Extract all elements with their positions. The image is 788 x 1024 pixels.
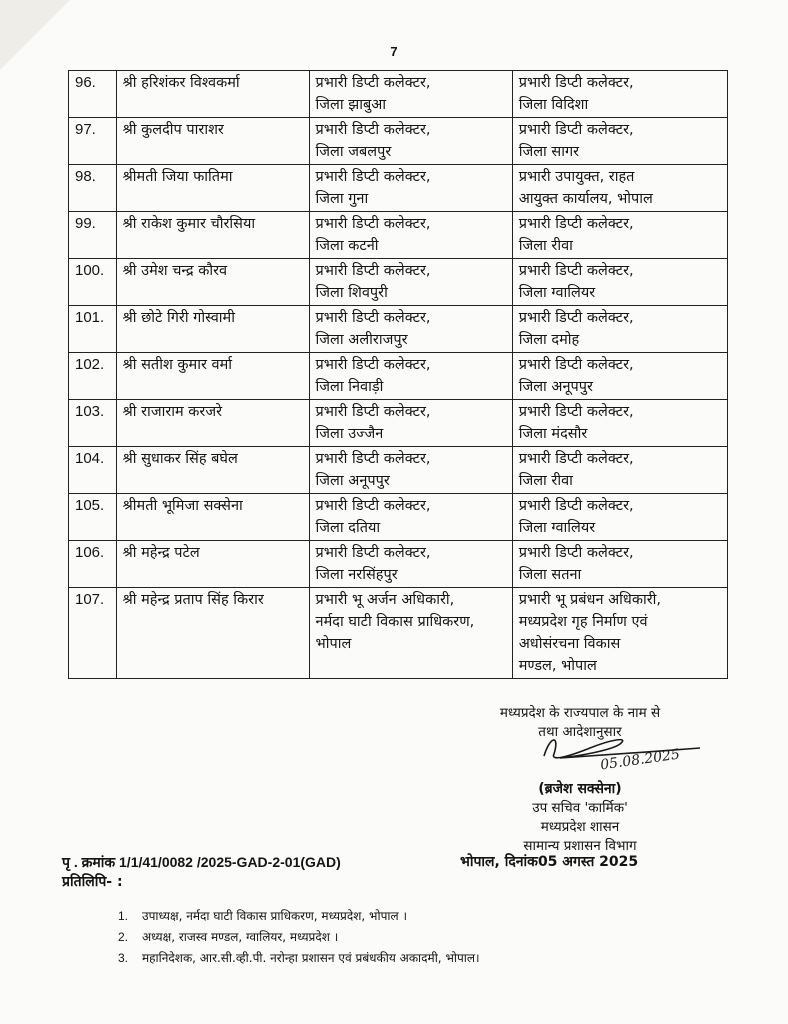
current-posting-line: प्रभारी डिप्टी कलेक्टर, xyxy=(315,498,431,514)
serial-number-cell: 96. xyxy=(69,71,117,118)
officer-name-cell: श्री महेन्द्र प्रताप सिंह किरार xyxy=(116,588,309,679)
serial-number-cell: 105. xyxy=(69,494,117,541)
new-posting-line: प्रभारी डिप्टी कलेक्टर, xyxy=(518,263,634,279)
signer-designation: उप सचिव 'कार्मिक' xyxy=(532,800,628,816)
new-posting-line: जिला ग्वालियर xyxy=(518,285,596,301)
reference-place-date: भोपाल, दिनांक05 अगस्त 2025 xyxy=(460,854,639,870)
current-posting-line: प्रभारी डिप्टी कलेक्टर, xyxy=(315,310,431,326)
serial-number-cell: 106. xyxy=(69,541,117,588)
new-posting-line: जिला सागर xyxy=(518,144,580,160)
signer-department: सामान्य प्रशासन विभाग xyxy=(523,838,637,854)
current-posting-line: प्रभारी डिप्टी कलेक्टर, xyxy=(315,169,431,185)
new-posting-cell xyxy=(512,494,727,541)
table-row xyxy=(69,447,728,494)
new-posting-cell xyxy=(512,306,727,353)
new-posting-line: प्रभारी डिप्टी कलेक्टर, xyxy=(518,357,634,373)
copy-to-item-number: 3. xyxy=(118,951,129,965)
table-row xyxy=(69,118,728,165)
copy-to-item xyxy=(118,906,480,927)
table-row xyxy=(69,212,728,259)
serial-number-cell: 99. xyxy=(69,212,117,259)
new-posting-cell xyxy=(512,541,727,588)
serial-number-cell: 101. xyxy=(69,306,117,353)
current-posting-cell xyxy=(309,212,512,259)
page-number: 7 xyxy=(390,44,398,59)
table-row xyxy=(69,353,728,400)
new-posting-cell xyxy=(512,588,727,679)
table-row xyxy=(69,71,728,118)
new-posting-line: जिला विदिशा xyxy=(518,97,589,113)
current-posting-cell xyxy=(309,118,512,165)
new-posting-line: जिला रीवा xyxy=(518,238,573,254)
table-row xyxy=(69,588,728,679)
new-posting-line: प्रभारी डिप्टी कलेक्टर, xyxy=(518,545,634,561)
new-posting-line: जिला ग्वालियर xyxy=(518,520,596,536)
new-posting-line: जिला सतना xyxy=(518,567,582,583)
table-row xyxy=(69,400,728,447)
copy-to-item-text: उपाध्यक्ष, नर्मदा घाटी विकास प्राधिकरण, मध्यप्रदेश, भोपाल । xyxy=(142,909,407,923)
officer-name-cell: श्रीमती भूमिजा सक्सेना xyxy=(116,494,309,541)
officer-name-cell: श्री छोटे गिरी गोस्वामी xyxy=(116,306,309,353)
current-posting-line: प्रभारी डिप्टी कलेक्टर, xyxy=(315,75,431,91)
current-posting-line: प्रभारी डिप्टी कलेक्टर, xyxy=(315,357,431,373)
current-posting-cell xyxy=(309,71,512,118)
current-posting-line: जिला शिवपुरी xyxy=(315,285,388,301)
new-posting-line: प्रभारी डिप्टी कलेक्टर, xyxy=(518,310,634,326)
new-posting-line: जिला रीवा xyxy=(518,473,573,489)
copy-to-label: प्रतिलिपि- : xyxy=(62,874,123,890)
current-posting-line: जिला गुना xyxy=(315,191,369,207)
new-posting-cell xyxy=(512,447,727,494)
new-posting-cell xyxy=(512,165,727,212)
copy-to-item xyxy=(118,927,480,948)
current-posting-line: नर्मदा घाटी विकास प्राधिकरण, xyxy=(315,614,475,630)
new-posting-line: जिला दमोह xyxy=(518,332,580,348)
current-posting-cell xyxy=(309,588,512,679)
signer-government: मध्यप्रदेश शासन xyxy=(540,819,620,835)
current-posting-cell xyxy=(309,353,512,400)
signer-name: (ब्रजेश सक्सेना) xyxy=(538,781,622,797)
new-posting-line: मध्यप्रदेश गृह निर्माण एवं xyxy=(518,614,648,630)
table-row xyxy=(69,494,728,541)
current-posting-line: प्रभारी डिप्टी कलेक्टर, xyxy=(315,122,431,138)
copy-to-item-number: 1. xyxy=(118,909,129,923)
serial-number-cell: 97. xyxy=(69,118,117,165)
current-posting-line: प्रभारी डिप्टी कलेक्टर, xyxy=(315,545,431,561)
current-posting-cell xyxy=(309,541,512,588)
new-posting-line: प्रभारी डिप्टी कलेक्टर, xyxy=(518,216,634,232)
new-posting-line: जिला अनूपपुर xyxy=(518,379,593,395)
current-posting-cell xyxy=(309,447,512,494)
current-posting-line: प्रभारी डिप्टी कलेक्टर, xyxy=(315,216,431,232)
new-posting-line: जिला मंदसौर xyxy=(518,426,588,442)
current-posting-line: प्रभारी डिप्टी कलेक्टर, xyxy=(315,404,431,420)
new-posting-line: प्रभारी भू प्रबंधन अधिकारी, xyxy=(518,592,662,608)
officer-name-cell: श्री कुलदीप पाराशर xyxy=(116,118,309,165)
paper-corner-shadow xyxy=(0,0,70,70)
current-posting-cell xyxy=(309,400,512,447)
new-posting-cell xyxy=(512,118,727,165)
officer-name-cell: श्री सतीश कुमार वर्मा xyxy=(116,353,309,400)
new-posting-line: प्रभारी डिप्टी कलेक्टर, xyxy=(518,404,634,420)
new-posting-line: प्रभारी डिप्टी कलेक्टर, xyxy=(518,451,634,467)
copy-to-item-text: महानिदेशक, आर.सी.व्ही.पी. नरोन्हा प्रशासन एवं प्रबंधकीय अकादमी, भोपाल। xyxy=(142,951,480,965)
order-line-1: मध्यप्रदेश के राज्यपाल के नाम से xyxy=(499,705,661,721)
reference-line xyxy=(62,852,732,873)
officer-name-cell: श्री राजाराम करजरे xyxy=(116,400,309,447)
current-posting-line: जिला कटनी xyxy=(315,238,379,254)
current-posting-line: जिला नरसिंहपुर xyxy=(315,567,398,583)
new-posting-line: अधोसंरचना विकास xyxy=(518,636,621,652)
current-posting-line: प्रभारी डिप्टी कलेक्टर, xyxy=(315,263,431,279)
officer-name-cell: श्री महेन्द्र पटेल xyxy=(116,541,309,588)
current-posting-cell xyxy=(309,306,512,353)
new-posting-line: मण्डल, भोपाल xyxy=(518,658,597,674)
reference-number: पृ . क्रमांक 1/1/41/0082 /2025-GAD-2-01(GAD) xyxy=(62,854,341,870)
copy-to-item-number: 2. xyxy=(118,930,129,944)
current-posting-cell xyxy=(309,494,512,541)
table-row xyxy=(69,165,728,212)
new-posting-cell xyxy=(512,353,727,400)
officer-name-cell: श्री राकेश कुमार चौरसिया xyxy=(116,212,309,259)
new-posting-cell xyxy=(512,259,727,306)
table-row xyxy=(69,306,728,353)
copy-to-item xyxy=(118,948,480,969)
serial-number-cell: 100. xyxy=(69,259,117,306)
transfer-table xyxy=(68,70,728,679)
current-posting-line: जिला अलीराजपुर xyxy=(315,332,408,348)
officer-name-cell: श्री उमेश चन्द्र कौरव xyxy=(116,259,309,306)
serial-number-cell: 98. xyxy=(69,165,117,212)
new-posting-cell xyxy=(512,212,727,259)
current-posting-line: भोपाल xyxy=(315,636,352,652)
serial-number-cell: 103. xyxy=(69,400,117,447)
current-posting-line: जिला झाबुआ xyxy=(315,97,387,113)
handwritten-date: 05.08.2025 xyxy=(599,746,681,774)
order-line-2: तथा आदेशानुसार xyxy=(538,724,622,740)
officer-name-cell: श्री सुधाकर सिंह बघेल xyxy=(116,447,309,494)
serial-number-cell: 107. xyxy=(69,588,117,679)
table-row xyxy=(69,541,728,588)
copy-to-list xyxy=(118,906,480,969)
current-posting-line: जिला अनूपपुर xyxy=(315,473,390,489)
new-posting-line: प्रभारी उपायुक्त, राहत xyxy=(518,169,635,185)
new-posting-line: प्रभारी डिप्टी कलेक्टर, xyxy=(518,75,634,91)
officer-name-cell: श्रीमती जिया फातिमा xyxy=(116,165,309,212)
current-posting-line: जिला जबलपुर xyxy=(315,144,392,160)
current-posting-line: प्रभारी डिप्टी कलेक्टर, xyxy=(315,451,431,467)
copy-to-item-text: अध्यक्ष, राजस्व मण्डल, ग्वालियर, मध्यप्रदेश । xyxy=(142,930,339,944)
current-posting-line: जिला निवाड़ी xyxy=(315,379,384,395)
new-posting-line: प्रभारी डिप्टी कलेक्टर, xyxy=(518,122,634,138)
current-posting-line: जिला दतिया xyxy=(315,520,381,536)
new-posting-cell xyxy=(512,71,727,118)
table-row xyxy=(69,259,728,306)
new-posting-line: प्रभारी डिप्टी कलेक्टर, xyxy=(518,498,634,514)
new-posting-cell xyxy=(512,400,727,447)
current-posting-cell xyxy=(309,259,512,306)
officer-name-cell: श्री हरिशंकर विश्वकर्मा xyxy=(116,71,309,118)
serial-number-cell: 102. xyxy=(69,353,117,400)
new-posting-line: आयुक्त कार्यालय, भोपाल xyxy=(518,191,653,207)
serial-number-cell: 104. xyxy=(69,447,117,494)
current-posting-cell xyxy=(309,165,512,212)
current-posting-line: जिला उज्जैन xyxy=(315,426,384,442)
current-posting-line: प्रभारी भू अर्जन अधिकारी, xyxy=(315,592,455,608)
